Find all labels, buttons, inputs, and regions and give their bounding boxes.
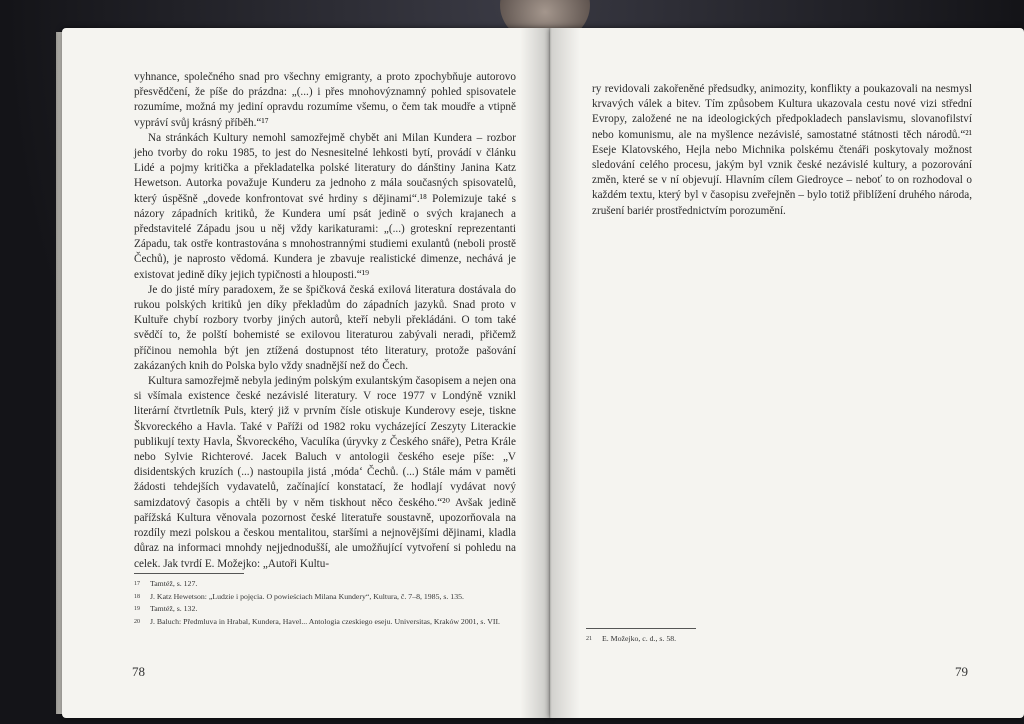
- footnotes: [586, 633, 970, 646]
- left-page: [62, 28, 550, 718]
- footnote-text: E. Možejko, c. d., s. 58.: [602, 634, 677, 643]
- page-number: 79: [955, 664, 968, 679]
- left-page-body: [134, 70, 516, 572]
- footnote: [134, 578, 518, 591]
- paragraph: Kultura samozřejmě nebyla jediným polským exulantským časopisem a nejen ona si všímala existence české nezávislé literatury. V roce 1977 v Londýně vznikl literární čtvrtletník Puls, který již v prvním čísle otiskuje Kunderovy eseje, tiskne Škvoreckého a Havla. Také v Paříži od 1982 roku vycházející Zeszyty Literackie publikují texty Havla, Škvoreckého, Vaculíka (úryvky z Českého snáře), Petra Krále nebo Sylvie Richterové. Jacek Baluch v antologii českého eseje píše: „V disidentských kruzích (...) nastoupila jistá ‚móda‘ Čechů. (...) Stále mám v paměti žádosti tehdejších vydavatelů, začínající konstatací, že hodlají vydávat nový samizdatový časopis a chtěli by v něm tiskhout něco českého.“²⁰ Avšak jedině pařížská Kultura věnovala pozornost české literatuře soustavně, upozorňovala na rozdíly mezi polskou a českou mentalitou, staršími a nejnovějšími dějinami, kladla důraz na informaci mnohdy nejjednodušší, ale umožňující vytvoření si pohledu na celek. Jak tvrdí E. Možejko: „Autoři Kultu-: [134, 375, 516, 570]
- paragraph: ry revidovali zakořeněné předsudky, animozity, konflikty a poukazovali na nesmysl krvavých válek a bitev. Tím způsobem Kultura ukazovala cestu nové vizi střední Evropy, založené ne na ideologických předpokladech panslavismu, slovanofilství nebo komunismu, ale na myšlence nezávislé, samostatné státnosti těch národů.“²¹ Eseje Klatovského, Hejla nebo Michnika polskému čtenáři poskytovaly možnost sledování celého procesu, jakým byl vznik české nezávislé kultury, a pozorování změn, které se v ní objevují. Hlavním cílem Giedroyce – neboť to on rozhodoval o každém textu, který byl v časopisu zveřejněn – bylo totiž přiblížení druhého národa, zrušení bariér prostřednictvím porozumění.: [592, 83, 972, 217]
- paragraph: Na stránkách Kultury nemohl samozřejmě chybět ani Milan Kundera – rozbor jeho tvorby do roku 1985, to jest do Nesnesitelné lehkosti bytí, provádí v článku Lidé a pojmy kritička a překladatelka polské literatury do dánštiny Janina Katz Hewetson. Autorka považuje Kunderu za jednoho z mála současných spisovatelů, který úspěšně „dovede konfrontovat své hrdiny s dějinami“.¹⁸ Polemizuje také s názory západních kritiků, že Kundera umí psát jedině o svých krajanech a představitelé Západu jsou u něj vždy karikaturami: „(...) groteskní reprezentanti Západu, tak ostře kontrastována s mnohostrannými studiemi exulantů (neboli prostě Čechů), je naprosto vědomá. Kundera je zbavuje realistické dimenze, nechává je existovat jedině díky jejich typičnosti a hlouposti.“¹⁹: [134, 131, 516, 281]
- footnote-number: 19: [134, 606, 140, 612]
- footnote-rule: [586, 628, 696, 629]
- paragraph: vyhnance, společného snad pro všechny emigranty, a proto zpochybňuje autorovo přesvědčení, že píše do prázdna: „(...) i přes mnohovýznamný pohled spisovatele rozumíme, možná my jediní opravdu rozumíme všemu, o čem tak moudře a vtipně vypráví svůj krásný příběh.“¹⁷: [134, 71, 516, 129]
- right-page-body: [592, 82, 972, 219]
- right-page: [550, 28, 1024, 718]
- footnote: [134, 603, 518, 616]
- footnote-rule: [134, 573, 244, 574]
- footnote-text: Tamtéž, s. 132.: [150, 604, 198, 613]
- paragraph: Je do jisté míry paradoxem, že se špičková česká exilová literatura dostávala do rukou polských kritiků jen díky překladům do západních jazyků. Snad proto v Kultuře chybí rozbory tvorby jiných autorů, kteří nebyli překládáni. O tom také svědčí to, že polští bohemisté se exilovou literaturou zabývali neradi, přičemž příčinou nemohla být jen ztížená dostupnost této literatury, protože pašování zakázaných knih do Polska bylo vždy snadnější než do Čech.: [134, 283, 516, 372]
- footnote: [134, 616, 518, 629]
- footnote-text: J. Baluch: Předmluva in Hrabal, Kundera, Havel... Antologia czeskiego eseju. Universitas, Kraków 2001, s. VII.: [150, 616, 500, 626]
- footnotes: [134, 578, 518, 628]
- footnote: [134, 591, 518, 604]
- footnote: [586, 633, 970, 646]
- footnote-number: 21: [586, 636, 592, 642]
- footnote-text: J. Katz Hewetson: „Ludzie i pojęcia. O powieściach Milana Kundery“, Kultura, č. 7–8, 1985, s. 135.: [150, 591, 464, 601]
- page-number: 78: [132, 664, 145, 679]
- footnote-text: Tamtéž, s. 127.: [150, 579, 198, 588]
- footnote-number: 17: [134, 581, 140, 587]
- footnote-number: 18: [134, 593, 140, 600]
- footnote-number: 20: [134, 618, 140, 625]
